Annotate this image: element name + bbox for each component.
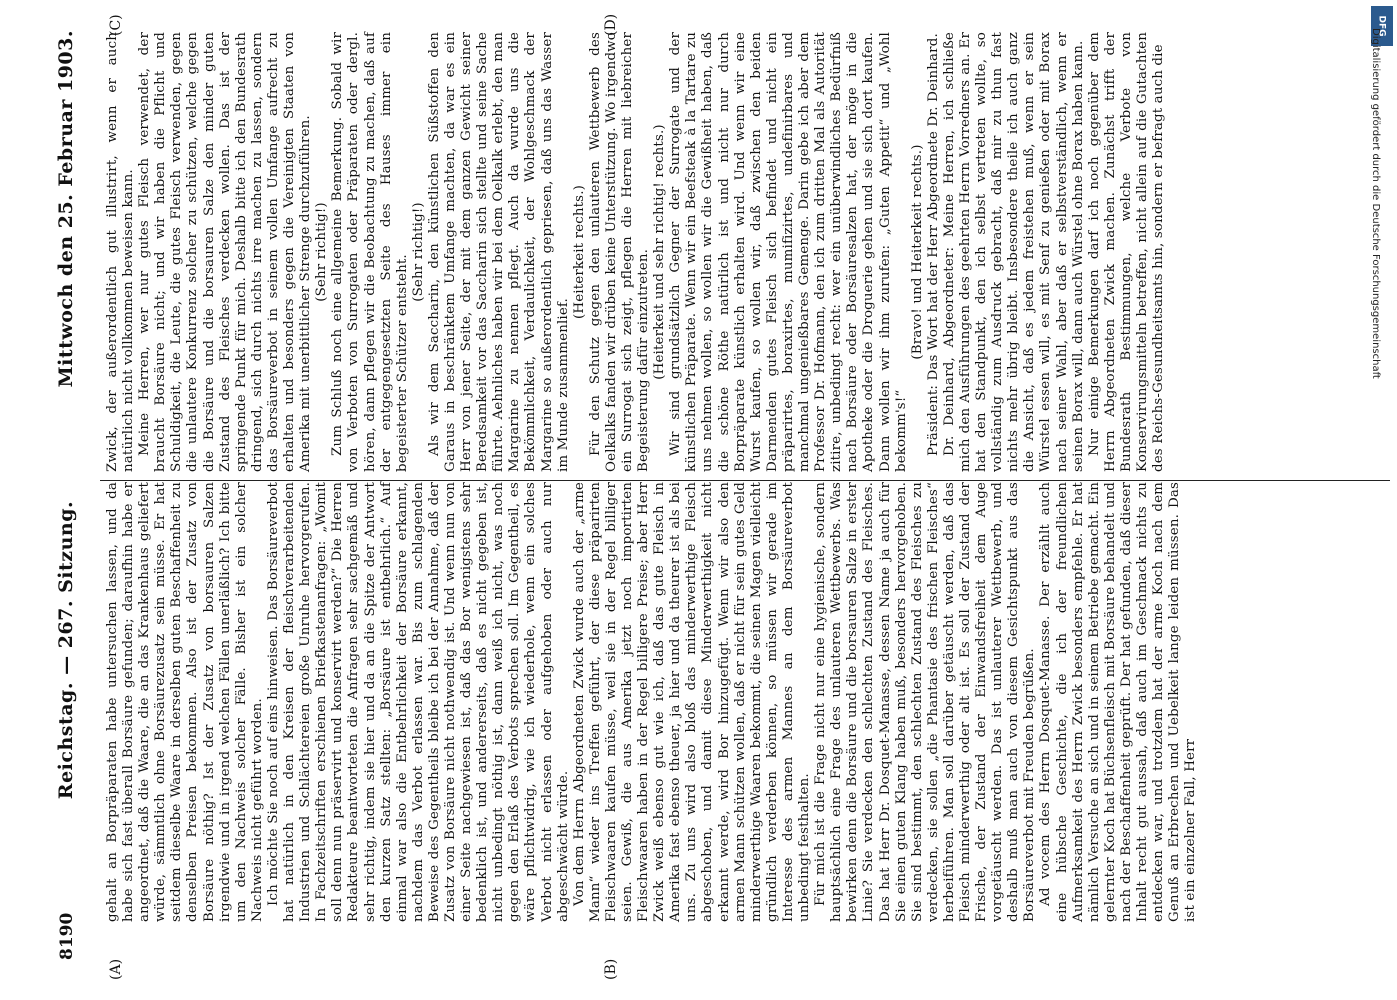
column-divider	[100, 480, 1390, 481]
paragraph: gehalt an Borpräparaten habe untersuchen lassen, und da habe sich fast überall Borsäure gefunden; daraufhin habe er angeordnet, daß die Waare, die an das Krankenhaus geliefert würde, sämmtlich ohne Borsäurezusatz sein müsse. Er hat seitdem dieselbe Waare in derselben guten Beschaffenheit zu denselben Preisen bekommen. Also ist der Zusatz von Borsäure nöthig? Ist der Zusatz von borsauren Salzen irgendwie und in irgend welchen Fällen unerläßlich? Ich bitte um den Nachweis solcher Fälle. Bisher ist ein solcher Nachweis nicht geführt worden.	[105, 482, 265, 922]
page-number: 8190	[57, 912, 77, 960]
paragraph: Wir sind grundsätzlich Gegner der Surrogate und der künstlichen Präparate. Wenn wir ein Beefsteak à la Tartare zu uns nehmen wollen, so wollen wir die Gewißheit haben, daß die schöne Röthe natürlich ist und nicht nur durch Borpräparate künstlich erhalten wird. Und wenn wir eine Wurst kaufen, so wollen wir, daß zwischen den beiden Darmenden gutes Fleisch sich befindet und nicht ein präparirtes, boraxirtes, mumifizirtes, undefinirbares und manchmal ungenießbares Gemenge. Darin gebe ich aber dem Professor Dr. Hofmann, den ich zum dritten Mal als Autorität zitire, unbedingt recht: wer ein unüberwindliches Bedürfniß nach Borsäure oder Borsäuresalzen hat, der möge in die Apotheke oder die Droguerie gehen und sie sich dort kaufen. Dann wollen wir ihm zurufen: „Guten Appetit“ und „Wohl bekomm's!“	[668, 32, 909, 472]
paragraph: Präsident: Das Wort hat der Herr Abgeordnete Dr. Deinhard.	[925, 33, 941, 456]
paragraph: Meine Herren, wer nur gutes Fleisch verwendet, der braucht Borsäure nicht; und wir haben die Pflicht und Schuldigkeit, die Leute, die gutes Fleisch verwenden, gegen die unlautere Konkurrenz solcher zu schützen, welche gegen die Borsäure und die borsauren Salze den minder guten Zustand des Fleisches verdecken wollen. Das ist der springende Punkt für mich. Deshalb bitte ich den Bundesrath dringend, sich durch nichts irre machen zu lassen, sondern das Borsäureverbot in seinem vollen Umfange aufrecht zu erhalten und besonders gegen die Vereinigten Staaten von Amerika mit unerbittlicher Strenge durchzuführen.	[137, 32, 314, 472]
paragraph: Für den Schutz gegen den unlauteren Wettbewerb des Oelkalks fanden wir drüben keine Unterstützung. Wo irgendwo ein Surrogat sich zeigt, pflegen die Herren mit liebreicher Begeisterung dafür einzutreten.	[587, 32, 652, 472]
paragraph: Als wir dem Saccharin, den künstlichen Süßstoffen den Garaus in beschränktem Umfange machten, da war es ein Herr von jener Seite, der mit dem ganzen Gewicht seiner Beredsamkeit vor das Saccharin sich stellte und seine Sache führte. Aehnliches haben wir bei dem Oelkalk erlebt, den man Margarine zu nennen pflegt. Auch da wurde uns die Bekömmlichkeit, Verdaulichkeit, der Wohlgeschmack der Margarine so außerordentlich gepriesen, daß uns das Wasser im Munde zusammenlief.	[426, 32, 571, 472]
paragraph: Zum Schluß noch eine allgemeine Bemerkung. Sobald wir von Verboten von Surrogaten oder Präparaten oder dergl. hören, dann pflegen wir die Beobachtung zu machen, daß auf der entgegengesetzten Seite des Hauses immer ein begeisterter Schützer entsteht.	[330, 32, 410, 472]
dfg-logo-text: DFG	[1376, 15, 1387, 37]
paragraph: Zwick, der außerordentlich gut illustrirt, wenn er auch natürlich nicht vollkommen beweisen kann.	[105, 32, 137, 472]
paragraph: Ich möchte Sie noch auf eins hinweisen. Das Borsäureverbot hat natürlich in den Kreisen der fleischverarbeitenden Industrien und Schlächtereien große Unruhe hervorgerufen. In Fachzeitschriften erschienen Briefkastenanfragen: „Womit soll denn nun präservirt und konservirt werden?“ Die Herren Redakteure beantworteten die Anfragen sehr sachgemäß und sehr richtig, indem sie hier und da an die Spitze der Antwort den kurzen Satz stellten: „Borsäure ist entbehrlich.“ Auf einmal war also die Entbehrlichkeit der Borsäure erkannt, nachdem das Verbot erlassen war. Bis zum schlagenden Beweise des Gegentheils bleibe ich bei der Annahme, daß der Zusatz von Borsäure nicht nothwendig ist. Und wenn nun von einer Seite nachgewiesen ist, daß das Bor wenigstens sehr bedenklich ist, und andererseits, daß es nicht gegeben ist, nicht unbedingt nöthig ist, dann weiß ich nicht, was noch gegen den Erlaß des Verbots sprechen soll. Im Gegentheil, es wäre pflichtwidrig, wie ich wiederhole, wenn ein solches Verbot nicht erlassen oder aufgehoben oder auch nur abgeschwächt würde.	[265, 482, 571, 922]
right-column	[105, 32, 1167, 472]
paragraph: Von dem Herrn Abgeordneten Zwick wurde auch der „arme Mann“ wieder ins Treffen geführt, der diese präparirten Fleischwaaren kaufen müsse, weil sie in der Regel billiger seien. Gewiß, die aus Amerika jetzt noch importirten Fleischwaaren haben in der Regel billigere Preise; aber Herr Zwick weiß ebenso gut wie ich, daß das gute Fleisch in Amerika fast ebenso theuer, ja hier und da theurer ist als bei uns. Zu uns wird also bloß das minderwerthige Fleisch abgeschoben, und damit diese Minderwerthigkeit nicht erkannt werde, wird Bor hinzugefügt. Wenn wir also den armen Mann schützen wollen, daß er nicht für sein gutes Geld minderwerthige Waaren bekommt, die seinen Magen vielleicht gründlich verderben können, so müssen wir gerade im Interesse des armen Mannes an dem Borsäureverbot unbedingt festhalten.	[571, 482, 813, 922]
margin-mark-d: (D)	[603, 13, 619, 36]
left-column	[105, 482, 1199, 922]
paragraph: Dr. Deinhard, Abgeordneter: Meine Herren, ich schließe mich den Ausführungen des geehrten Herrn Vorredners an. Er hat den Standpunkt, den ich selbst vertreten wollte, so vollständig zum Ausdruck gebracht, daß mir zu thun fast nichts mehr übrig bleibt. Insbesondere theile ich auch ganz die Ansicht, daß es jedem freistehen muß, wenn er sein Würstel essen will, es mit Senf zu genießen oder mit Borax nach seiner Wahl, aber daß er selbstverständlich, wenn er seinen Borax will, dann auch Würstel ohne Borax haben kann.	[941, 32, 1086, 472]
session-date: Mittwoch den 25. Februar 1903.	[55, 30, 77, 388]
page-header	[55, 30, 85, 960]
paragraph: Für mich ist die Frage nicht nur eine hygienische, sondern hauptsächlich eine Frage des unlauteren Wettbewerbs. Was bewirken denn die Borsäure und die borsauren Salze in erster Linie? Sie verdecken den schlechten Zustand des Fleisches. Das hat Herr Dr. Dosquet-Manasse, dessen Name ja auch für Sie einen guten Klang haben muß, besonders hervorgehoben. Sie sind bestimmt, den schlechten Zustand des Fleisches zu verdecken, sie sollen „die Phantasie des frischen Fleisches“ herbeiführen. Man soll darüber getäuscht werden, daß das Fleisch minderwerthig oder alt ist. Es soll der Zustand der Frische, der Zustand der Einwandsfreiheit dem Auge vorgetäuscht werden. Das ist unlauterer Wettbewerb, und deshalb muß man auch von diesem Gesichtspunkt aus das Borsäureverbot mit Freuden begrüßen.	[813, 482, 1038, 922]
interjection: (Sehr richtig!)	[410, 202, 426, 302]
session-title: Reichstag. — 267. Sitzung.	[55, 500, 77, 800]
interjection: (Heiterkeit rechts.)	[571, 185, 587, 319]
margin-mark-c: (C)	[108, 14, 124, 36]
margin-mark-a: (A)	[108, 958, 124, 980]
margin-mark-b: (B)	[603, 958, 619, 980]
paragraph: Nur einige Bemerkungen darf ich noch gegenüber dem Herrn Abgeordneten Zwick machen. Zunächst trifft der Bundesrath Bestimmungen, welche Verbote von Konservirungsmitteln betreffen, nicht allein auf die Gutachten des Reichs-Gesundheitsamts hin, sondern er befragt auch die	[1086, 32, 1167, 472]
credit-text: Digitalisierung gefördert durch die Deutsche Forschungsgemeinschaft	[1370, 28, 1381, 379]
interjection: (Heiterkeit und sehr richtig! rechts.)	[652, 124, 668, 380]
interjection: (Bravo! und Heiterkeit rechts.)	[909, 144, 925, 360]
digitization-credit	[1371, 18, 1391, 978]
interjection: (Sehr richtig!)	[314, 202, 330, 302]
paragraph: Ad vocem des Herrn Dosquet-Manasse. Der erzählt auch eine hübsche Geschichte, die ich der freundlichen Aufmerksamkeit des Herrn Zwick besonders empfehle. Er hat nämlich Versuche an sich und in seinem Betriebe gemacht. Ein gelernter Koch hat Büchsenfleisch mit Borsäure behandelt und nach der Beschaffenheit geprüft. Der hat gefunden, daß dieser Inhalt recht gut aussah, daß auch im Geschmack nichts zu entdecken war, und trotzdem hat der arme Koch nach dem Genuß an Erbrechen und Uebelkeit lange leiden müssen. Das ist ein einzelner Fall, Herr	[1038, 482, 1199, 922]
